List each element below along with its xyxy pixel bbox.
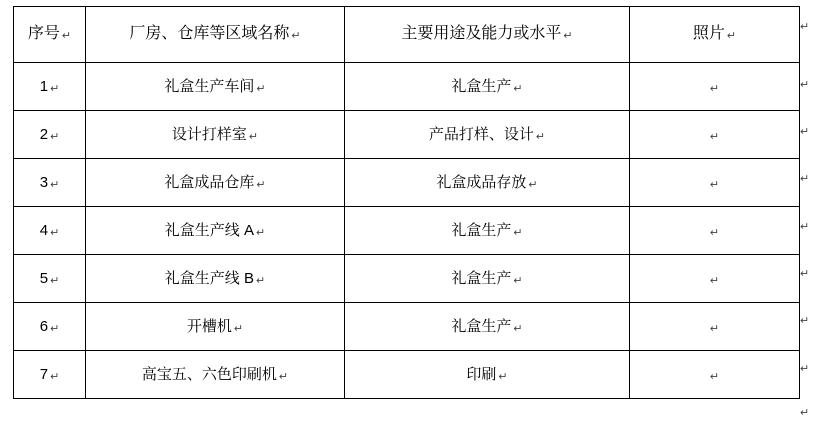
cell-name-value: 礼盒生产线 B bbox=[164, 270, 254, 287]
paragraph-mark-icon: ↵ bbox=[50, 226, 60, 239]
cell-use-value: 礼盒生产 bbox=[451, 270, 512, 287]
paragraph-mark-icon: ↵ bbox=[498, 370, 508, 383]
table-row bbox=[14, 63, 800, 111]
cell-index-value: 2 bbox=[39, 126, 49, 143]
cell-index bbox=[14, 255, 86, 303]
cell-index bbox=[14, 207, 86, 255]
cell-name bbox=[86, 63, 345, 111]
cell-name-value: 高宝五、六色印刷机 bbox=[141, 366, 277, 383]
paragraph-mark-icon: ↵ bbox=[513, 322, 523, 335]
paragraph-mark-icon: ↵ bbox=[50, 322, 60, 335]
cell-use bbox=[345, 351, 630, 399]
cell-name bbox=[86, 303, 345, 351]
cell-use bbox=[345, 159, 630, 207]
paragraph-mark-icon: ↵ bbox=[513, 82, 523, 95]
cell-use-value: 印刷 bbox=[466, 366, 497, 383]
paragraph-mark-icon: ↵ bbox=[50, 370, 60, 383]
cell-name-value: 礼盒生产车间 bbox=[164, 78, 255, 95]
cell-name-value: 礼盒生产线 A bbox=[164, 222, 254, 239]
cell-use bbox=[345, 111, 630, 159]
paragraph-mark-icon: ↵ bbox=[800, 126, 810, 138]
paragraph-mark-icon: ↵ bbox=[233, 322, 244, 335]
cell-name bbox=[86, 207, 345, 255]
cell-photo bbox=[630, 351, 800, 399]
cell-photo bbox=[630, 255, 800, 303]
paragraph-mark-icon: ↵ bbox=[255, 274, 266, 287]
outside-paragraph-marks bbox=[800, 6, 818, 427]
paragraph-mark-icon: ↵ bbox=[726, 29, 737, 42]
cell-index bbox=[14, 303, 86, 351]
paragraph-mark-icon: ↵ bbox=[278, 370, 289, 383]
cell-photo bbox=[630, 111, 800, 159]
cell-index-value: 5 bbox=[39, 270, 49, 287]
table-row bbox=[14, 255, 800, 303]
paragraph-mark-icon: ↵ bbox=[709, 226, 720, 239]
cell-index bbox=[14, 111, 86, 159]
paragraph-mark-icon: ↵ bbox=[528, 178, 538, 191]
header-cell-photo bbox=[630, 7, 800, 63]
cell-index-value: 7 bbox=[39, 366, 49, 383]
paragraph-mark-icon: ↵ bbox=[535, 130, 546, 143]
table-header-row bbox=[14, 7, 800, 63]
paragraph-mark-icon: ↵ bbox=[800, 79, 810, 91]
paragraph-mark-icon: ↵ bbox=[50, 82, 60, 95]
paragraph-mark-icon: ↵ bbox=[709, 274, 720, 287]
paragraph-mark-icon: ↵ bbox=[248, 130, 259, 143]
cell-index-value: 3 bbox=[39, 174, 49, 191]
cell-name-value: 开槽机 bbox=[186, 318, 232, 335]
paragraph-mark-icon: ↵ bbox=[563, 29, 573, 42]
table-row bbox=[14, 351, 800, 399]
cell-use-value: 礼盒成品存放 bbox=[436, 174, 527, 191]
cell-photo bbox=[630, 63, 800, 111]
table-row bbox=[14, 159, 800, 207]
cell-index-value: 6 bbox=[39, 318, 49, 335]
paragraph-mark-icon: ↵ bbox=[513, 274, 523, 287]
paragraph-mark-icon: ↵ bbox=[709, 82, 720, 95]
table-row bbox=[14, 207, 800, 255]
paragraph-mark-icon: ↵ bbox=[800, 315, 810, 327]
header-cell-name bbox=[86, 7, 345, 63]
cell-use bbox=[345, 207, 630, 255]
paragraph-mark-icon: ↵ bbox=[61, 29, 72, 42]
paragraph-mark-icon: ↵ bbox=[256, 82, 266, 95]
cell-index bbox=[14, 159, 86, 207]
paragraph-mark-icon: ↵ bbox=[800, 363, 810, 375]
paragraph-mark-icon: ↵ bbox=[50, 274, 60, 287]
cell-use bbox=[345, 255, 630, 303]
paragraph-mark-icon: ↵ bbox=[800, 268, 810, 280]
paragraph-mark-icon: ↵ bbox=[800, 221, 810, 233]
cell-name bbox=[86, 159, 345, 207]
paragraph-mark-icon: ↵ bbox=[709, 178, 720, 191]
header-use-label: 主要用途及能力或水平 bbox=[401, 25, 562, 43]
paragraph-mark-icon: ↵ bbox=[50, 178, 60, 191]
cell-name bbox=[86, 351, 345, 399]
cell-index bbox=[14, 351, 86, 399]
header-index-label: 序号 bbox=[27, 25, 60, 43]
paragraph-mark-icon: ↵ bbox=[255, 226, 266, 239]
cell-photo bbox=[630, 159, 800, 207]
cell-name-value: 礼盒成品仓库 bbox=[164, 174, 255, 191]
cell-name bbox=[86, 111, 345, 159]
header-cell-index bbox=[14, 7, 86, 63]
cell-use bbox=[345, 63, 630, 111]
header-photo-label: 照片 bbox=[692, 25, 725, 43]
paragraph-mark-icon: ↵ bbox=[50, 130, 60, 143]
table-row bbox=[14, 303, 800, 351]
cell-index bbox=[14, 63, 86, 111]
paragraph-mark-icon: ↵ bbox=[291, 29, 301, 42]
header-cell-use bbox=[345, 7, 630, 63]
cell-use-value: 产品打样、设计 bbox=[428, 126, 534, 143]
cell-photo bbox=[630, 207, 800, 255]
document-page bbox=[0, 6, 824, 427]
paragraph-mark-icon: ↵ bbox=[709, 130, 720, 143]
cell-use-value: 礼盒生产 bbox=[451, 318, 512, 335]
cell-name bbox=[86, 255, 345, 303]
header-name-label: 厂房、仓库等区域名称 bbox=[129, 25, 290, 43]
cell-index-value: 1 bbox=[39, 78, 49, 95]
cell-use-value: 礼盒生产 bbox=[451, 222, 512, 239]
facility-table bbox=[13, 6, 800, 399]
paragraph-mark-icon: ↵ bbox=[709, 322, 720, 335]
paragraph-mark-icon: ↵ bbox=[800, 21, 810, 33]
cell-use-value: 礼盒生产 bbox=[451, 78, 512, 95]
paragraph-mark-icon: ↵ bbox=[709, 370, 720, 383]
cell-photo bbox=[630, 303, 800, 351]
paragraph-mark-icon: ↵ bbox=[513, 226, 523, 239]
cell-use bbox=[345, 303, 630, 351]
cell-index-value: 4 bbox=[39, 222, 49, 239]
paragraph-mark-icon: ↵ bbox=[800, 407, 810, 419]
paragraph-mark-icon: ↵ bbox=[800, 173, 810, 185]
table-row bbox=[14, 111, 800, 159]
cell-name-value: 设计打样室 bbox=[171, 126, 247, 143]
paragraph-mark-icon: ↵ bbox=[256, 178, 266, 191]
